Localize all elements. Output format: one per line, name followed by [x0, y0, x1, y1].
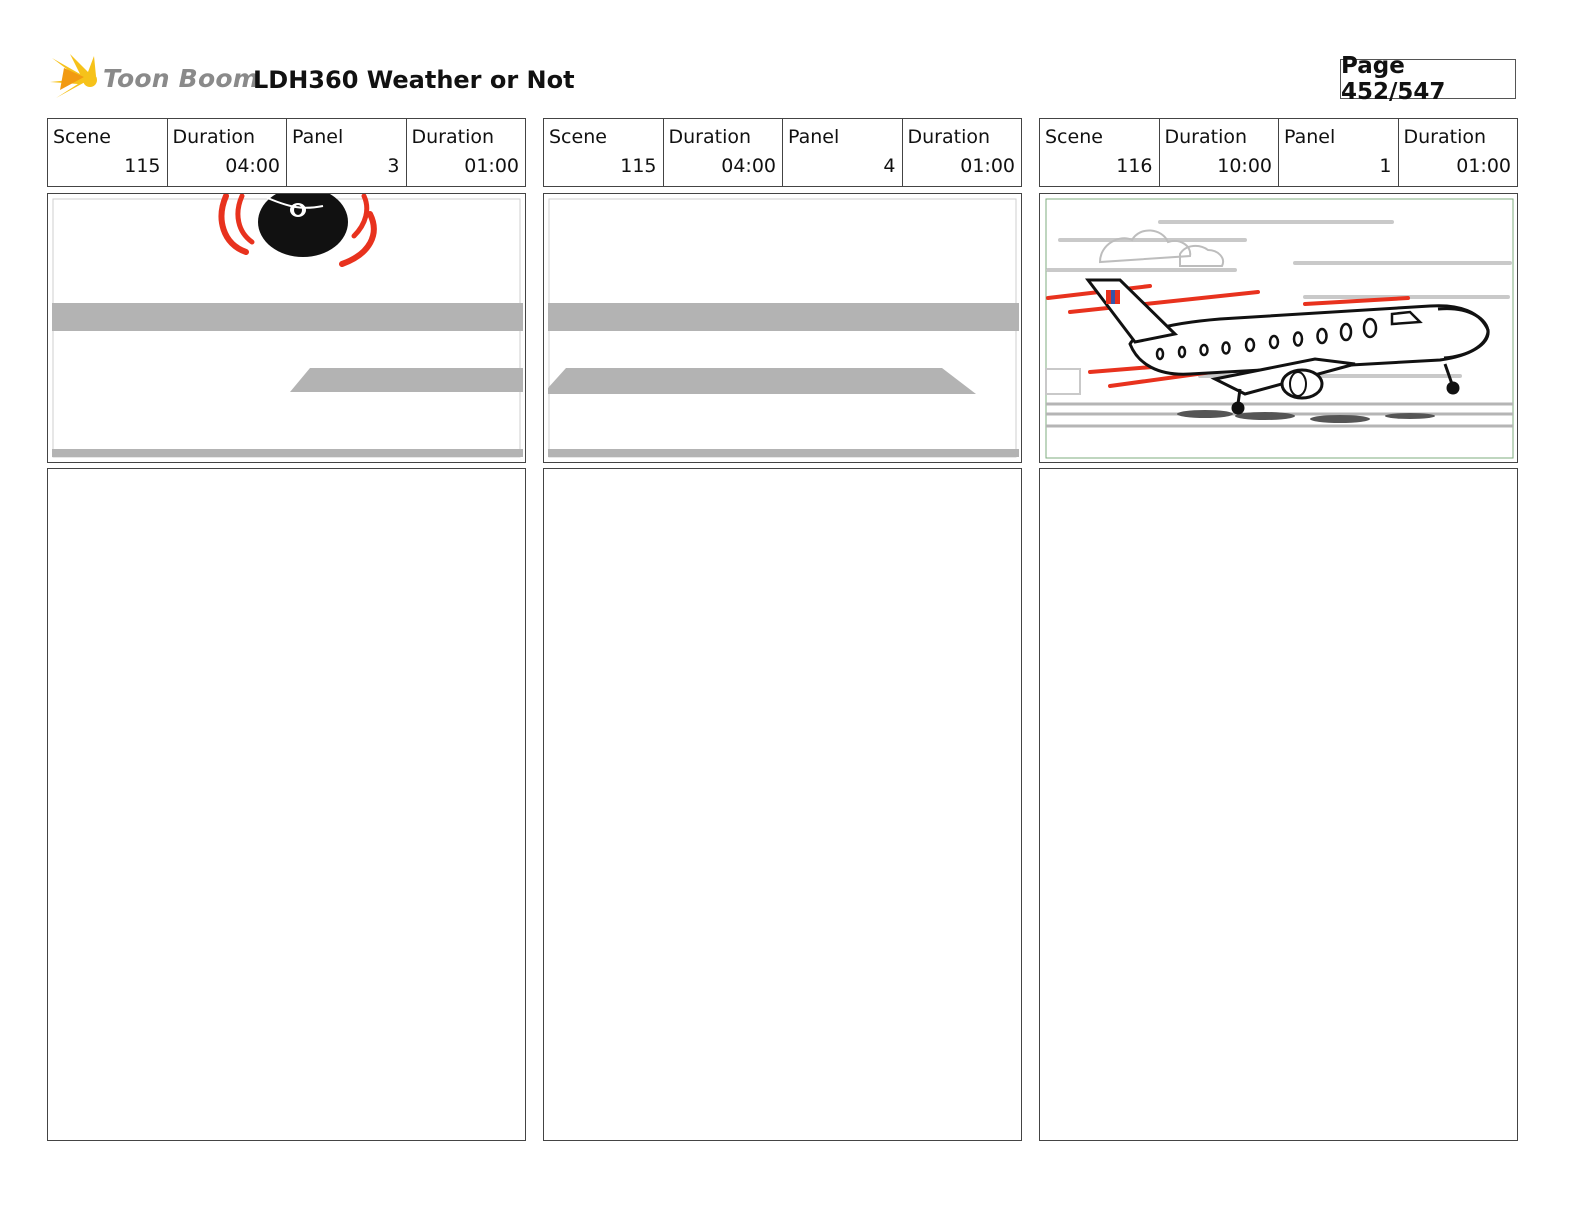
duration-label: Duration: [1164, 126, 1248, 148]
duration-label: Duration: [411, 126, 495, 148]
scene-duration-value: 04:00: [225, 155, 280, 177]
panel-cell: [1278, 119, 1398, 186]
panel-label: Panel: [1284, 126, 1336, 148]
panel-number: 1: [1379, 155, 1392, 177]
panel-notes-box: [1039, 468, 1518, 1141]
scene-duration-value: 04:00: [721, 155, 776, 177]
panel-info-table: [1039, 118, 1518, 187]
panel-label: Panel: [788, 126, 840, 148]
duration-label: Duration: [172, 126, 256, 148]
panel-notes-box: [543, 468, 1022, 1141]
scene-duration-cell: [167, 119, 287, 186]
logo-wordmark: Toon Boom: [103, 64, 259, 93]
document-title: LDH360 Weather or Not: [253, 66, 575, 94]
panel-cell: [782, 119, 902, 186]
scene-number: 116: [1116, 155, 1153, 177]
duration-label: Duration: [1403, 126, 1487, 148]
scene-label: Scene: [549, 126, 607, 148]
scene-cell: [1040, 119, 1159, 186]
panel-image: [543, 193, 1022, 463]
panel-info-table: [543, 118, 1022, 187]
panel-duration-value: 01:00: [960, 155, 1015, 177]
panel-cell: [286, 119, 406, 186]
panel-duration-cell: [1398, 119, 1518, 186]
scene-label: Scene: [1045, 126, 1103, 148]
scene-number: 115: [124, 155, 161, 177]
scene-duration-cell: [663, 119, 783, 186]
panel-number: 3: [387, 155, 400, 177]
scene-number: 115: [620, 155, 657, 177]
bars-sketch-image: [544, 194, 1022, 463]
duration-label: Duration: [907, 126, 991, 148]
panel-notes-box: [47, 468, 526, 1141]
eye-sketch-image: [48, 194, 526, 463]
scene-cell: [48, 119, 167, 186]
panel-duration-cell: [406, 119, 526, 186]
plane-sketch-image: [1040, 194, 1518, 463]
panel-image: [47, 193, 526, 463]
panel-duration-cell: [902, 119, 1022, 186]
panel-info-table: [47, 118, 526, 187]
duration-label: Duration: [668, 126, 752, 148]
scene-duration-value: 10:00: [1217, 155, 1272, 177]
panel-image: [1039, 193, 1518, 463]
panel-duration-value: 01:00: [1456, 155, 1511, 177]
scene-duration-cell: [1159, 119, 1279, 186]
scene-label: Scene: [53, 126, 111, 148]
panel-number: 4: [883, 155, 896, 177]
panel-duration-value: 01:00: [464, 155, 519, 177]
panel-label: Panel: [292, 126, 344, 148]
page-indicator: Page 452/547: [1340, 59, 1516, 99]
scene-cell: [544, 119, 663, 186]
